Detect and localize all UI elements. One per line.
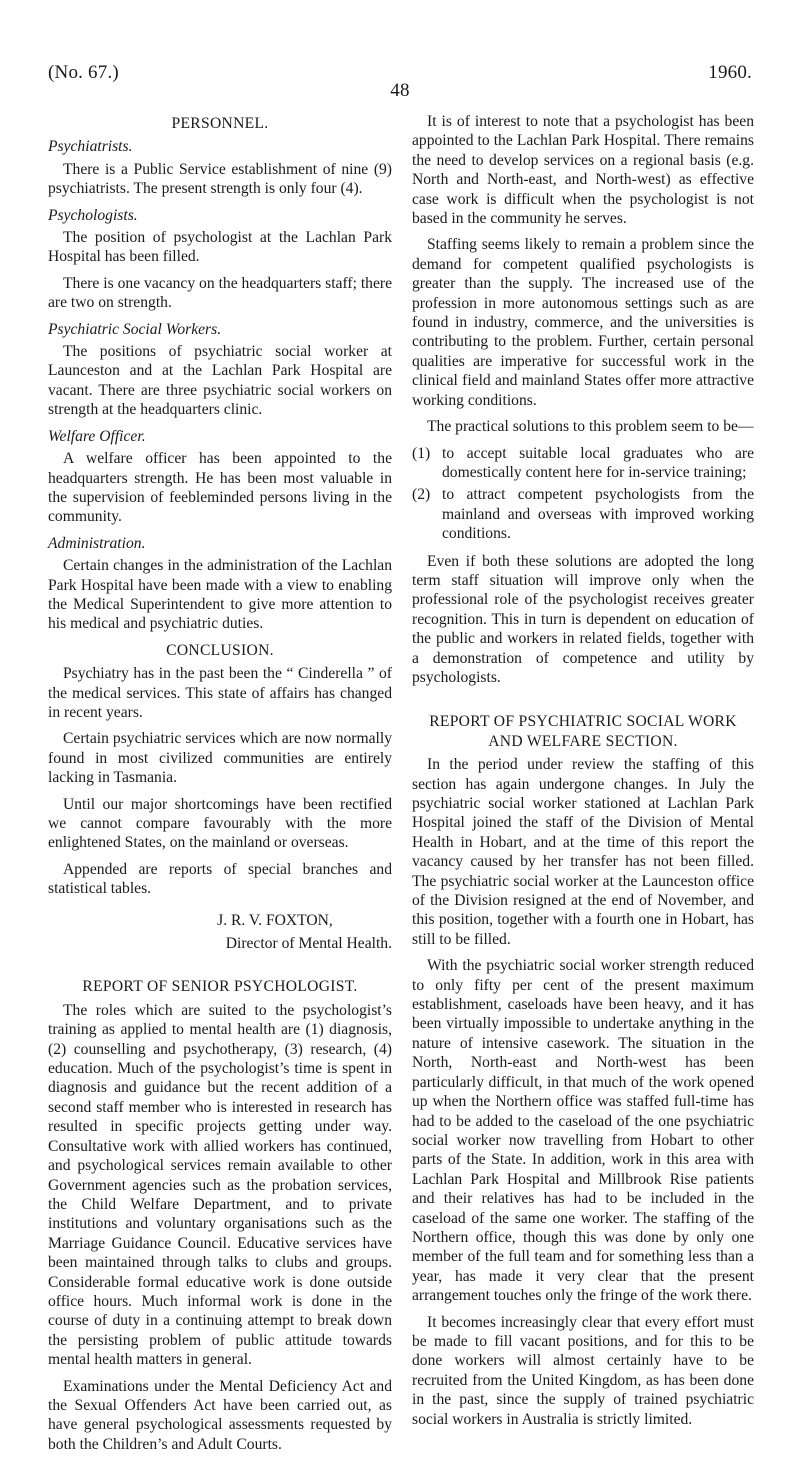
psychiatrists-subheading: Psychiatrists. [48,138,133,156]
document-number: (No. 67.) [48,62,119,83]
paragraph: Examinations under the Mental Deficiency Act and the Sexual Offenders Act have been carried out, as have general psychological assessments requested by both the Children’s and Adult Courts. [48,1377,392,1453]
solutions-list [412,444,754,544]
paragraph: Even if both these solutions are adopted the long term staff situation will improve only when the professional role of the psychologist receives greater recognition. This in turn is dependent on education of the public and workers in related fields, together with a demonstration of competence and utility by psychologists. [412,552,754,686]
paragraph: The positions of psychiatric social worker at Launceston and at the Lachlan Park Hospital are vacant. There are three psychiatric social workers on strength at the headquarters clinic. [48,343,392,419]
paragraph: Staffing seems likely to remain a problem since the demand for competent qualified psychologists is greater than the supply. The increased use of the profession in more autonomous settings such as are found in industry, commerce, and the universities is contributing to the problem. Further, certain personal qualities are imperative for successful work in the clinical field and mainland States offer more attractive working conditions. [412,236,754,409]
list-item-number: (2) [412,486,431,504]
paragraph: There is a Public Service establishment of nine (9) psychiatrists. The present strength is only four (4). [48,160,392,198]
welfare-officer-subheading: Welfare Officer. [48,427,146,445]
paragraph: It becomes increasingly clear that every effort must be made to fill vacant positions, and for this to be done workers will almost certainly have to be recruited from the United Kingdom, as has been done in the past, since the supply of trained psychiatric social workers in Australia is strictly limited. [412,1313,754,1428]
list-item [412,485,754,543]
psychologists-subheading: Psychologists. [48,206,138,224]
signature-title: Director of Mental Health. [225,935,392,953]
paragraph: The roles which are suited to the psychologist’s training as applied to mental health are (1) diagnosis, (2) counselling and psychotherapy, (3) research, (4) education. Much of the psychologist’s time is spent in diagnosis and guidance but the recent addition of a second staff member who is interested in research has resulted in specific projects getting under way. Consultative work with allied workers has continued, and psychological services remain available to other Government agencies such as the probation services, the Child Welfare Department, and to private institutions and voluntary organisations such as the Marriage Guidance Council. Educative services have been maintained through talks to clubs and groups. Considerable formal educative work is done outside office hours. Much informal work is done in the course of duty in a continuing attempt to break down the persisting problem of public attitude towards mental health matters in general. [48,1001,392,1369]
paragraph: Appended are reports of special branches and statistical tables. [48,860,392,898]
list-item-number: (1) [412,444,431,462]
list-item [412,444,754,483]
social-work-report-heading: REPORT OF PSYCHIATRIC SOCIAL WORK AND WELFARE SECTION. [429,713,737,750]
list-item-text: to attract competent psychologists from the mainland and overseas with improved working conditions. [442,486,754,543]
paragraph: In the period under review the staffing of this section has again undergone changes. In July the psychiatric social worker stationed at Lachlan Park Hospital joined the staff of the Division of Mental Health in Hobart, and at the time of this report the vacancy caused by her transfer has not been filled. The psychiatric social worker at the Launceston office of the Division resigned at the end of November, and this position, together with a fourth one in Hobart, has still to be filled. [412,756,754,948]
right-column [412,112,754,1436]
paragraph: Until our major shortcomings have been rectified we cannot compare favourably with the more enlightened States, on the mainland or overseas. [48,795,392,852]
paragraph: Psychiatry has in the past been the “ Cinderella ” of the medical services. This state of affairs has changed in recent years. [48,665,392,721]
paragraph: Certain psychiatric services which are now normally found in most civilized communities are entirely lacking in Tasmania. [48,730,392,787]
paragraph: Certain changes in the administration of the Lachlan Park Hospital have been made with a view to enabling the Medical Superintendent to give more attention to his medical and psychiatric duties. [48,557,392,633]
paragraph: A welfare officer has been appointed to the headquarters strength. He has been most valuable in the supervision of feebleminded persons living in the community. [48,450,392,526]
conclusion-heading: CONCLUSION. [166,641,274,659]
paragraph: With the psychiatric social worker strength reduced to only fifty per cent of the present maximum establishment, caseloads have been heavy, and it has been virtually impossible to undertake anything in the nature of intensive casework. The situation in the North, North-east and North-west has been particularly difficult, in that much of the work opened up when the Northern office was staffed full-time has had to be added to the caseload of the one psychiatric social worker now travelling from Hobart to other parts of the State. In addition, work in this area with Lachlan Park Hospital and Millbrook Rise patients and their relatives has had to be included in the caseload of the same one worker. The staffing of the Northern office, though this was done by only one member of the full team and for something less than a year, has made it very clear that the present arrangement touches only the fringe of the work there. [412,957,754,1305]
social-workers-subheading: Psychiatric Social Workers. [48,320,222,338]
list-item-text: to accept suitable local graduates who are domestically content here for in-service training; [442,444,754,481]
personnel-heading: PERSONNEL. [171,115,269,132]
document-year: 1960. [708,62,752,83]
left-column [48,112,392,1461]
paragraph: The practical solutions to this problem seem to be— [427,418,754,436]
page-number: 48 [390,80,410,101]
senior-psychologist-report-heading: REPORT OF SENIOR PSYCHOLOGIST. [82,978,358,996]
paragraph: The position of psychologist at the Lachlan Park Hospital has been filled. [48,229,392,266]
administration-subheading: Administration. [48,534,146,552]
paragraph: There is one vacancy on the headquarters staff; there are two on strength. [48,274,392,312]
signature-name: J. R. V. FOXTON, [217,911,333,929]
paragraph: It is of interest to note that a psychologist has been appointed to the Lachlan Park Hospital. There remains the need to develop services on a regional basis (e.g. North and North-east, and North-west) as effective case work is difficult when the psychologist is not based in the community he serves. [412,113,754,228]
